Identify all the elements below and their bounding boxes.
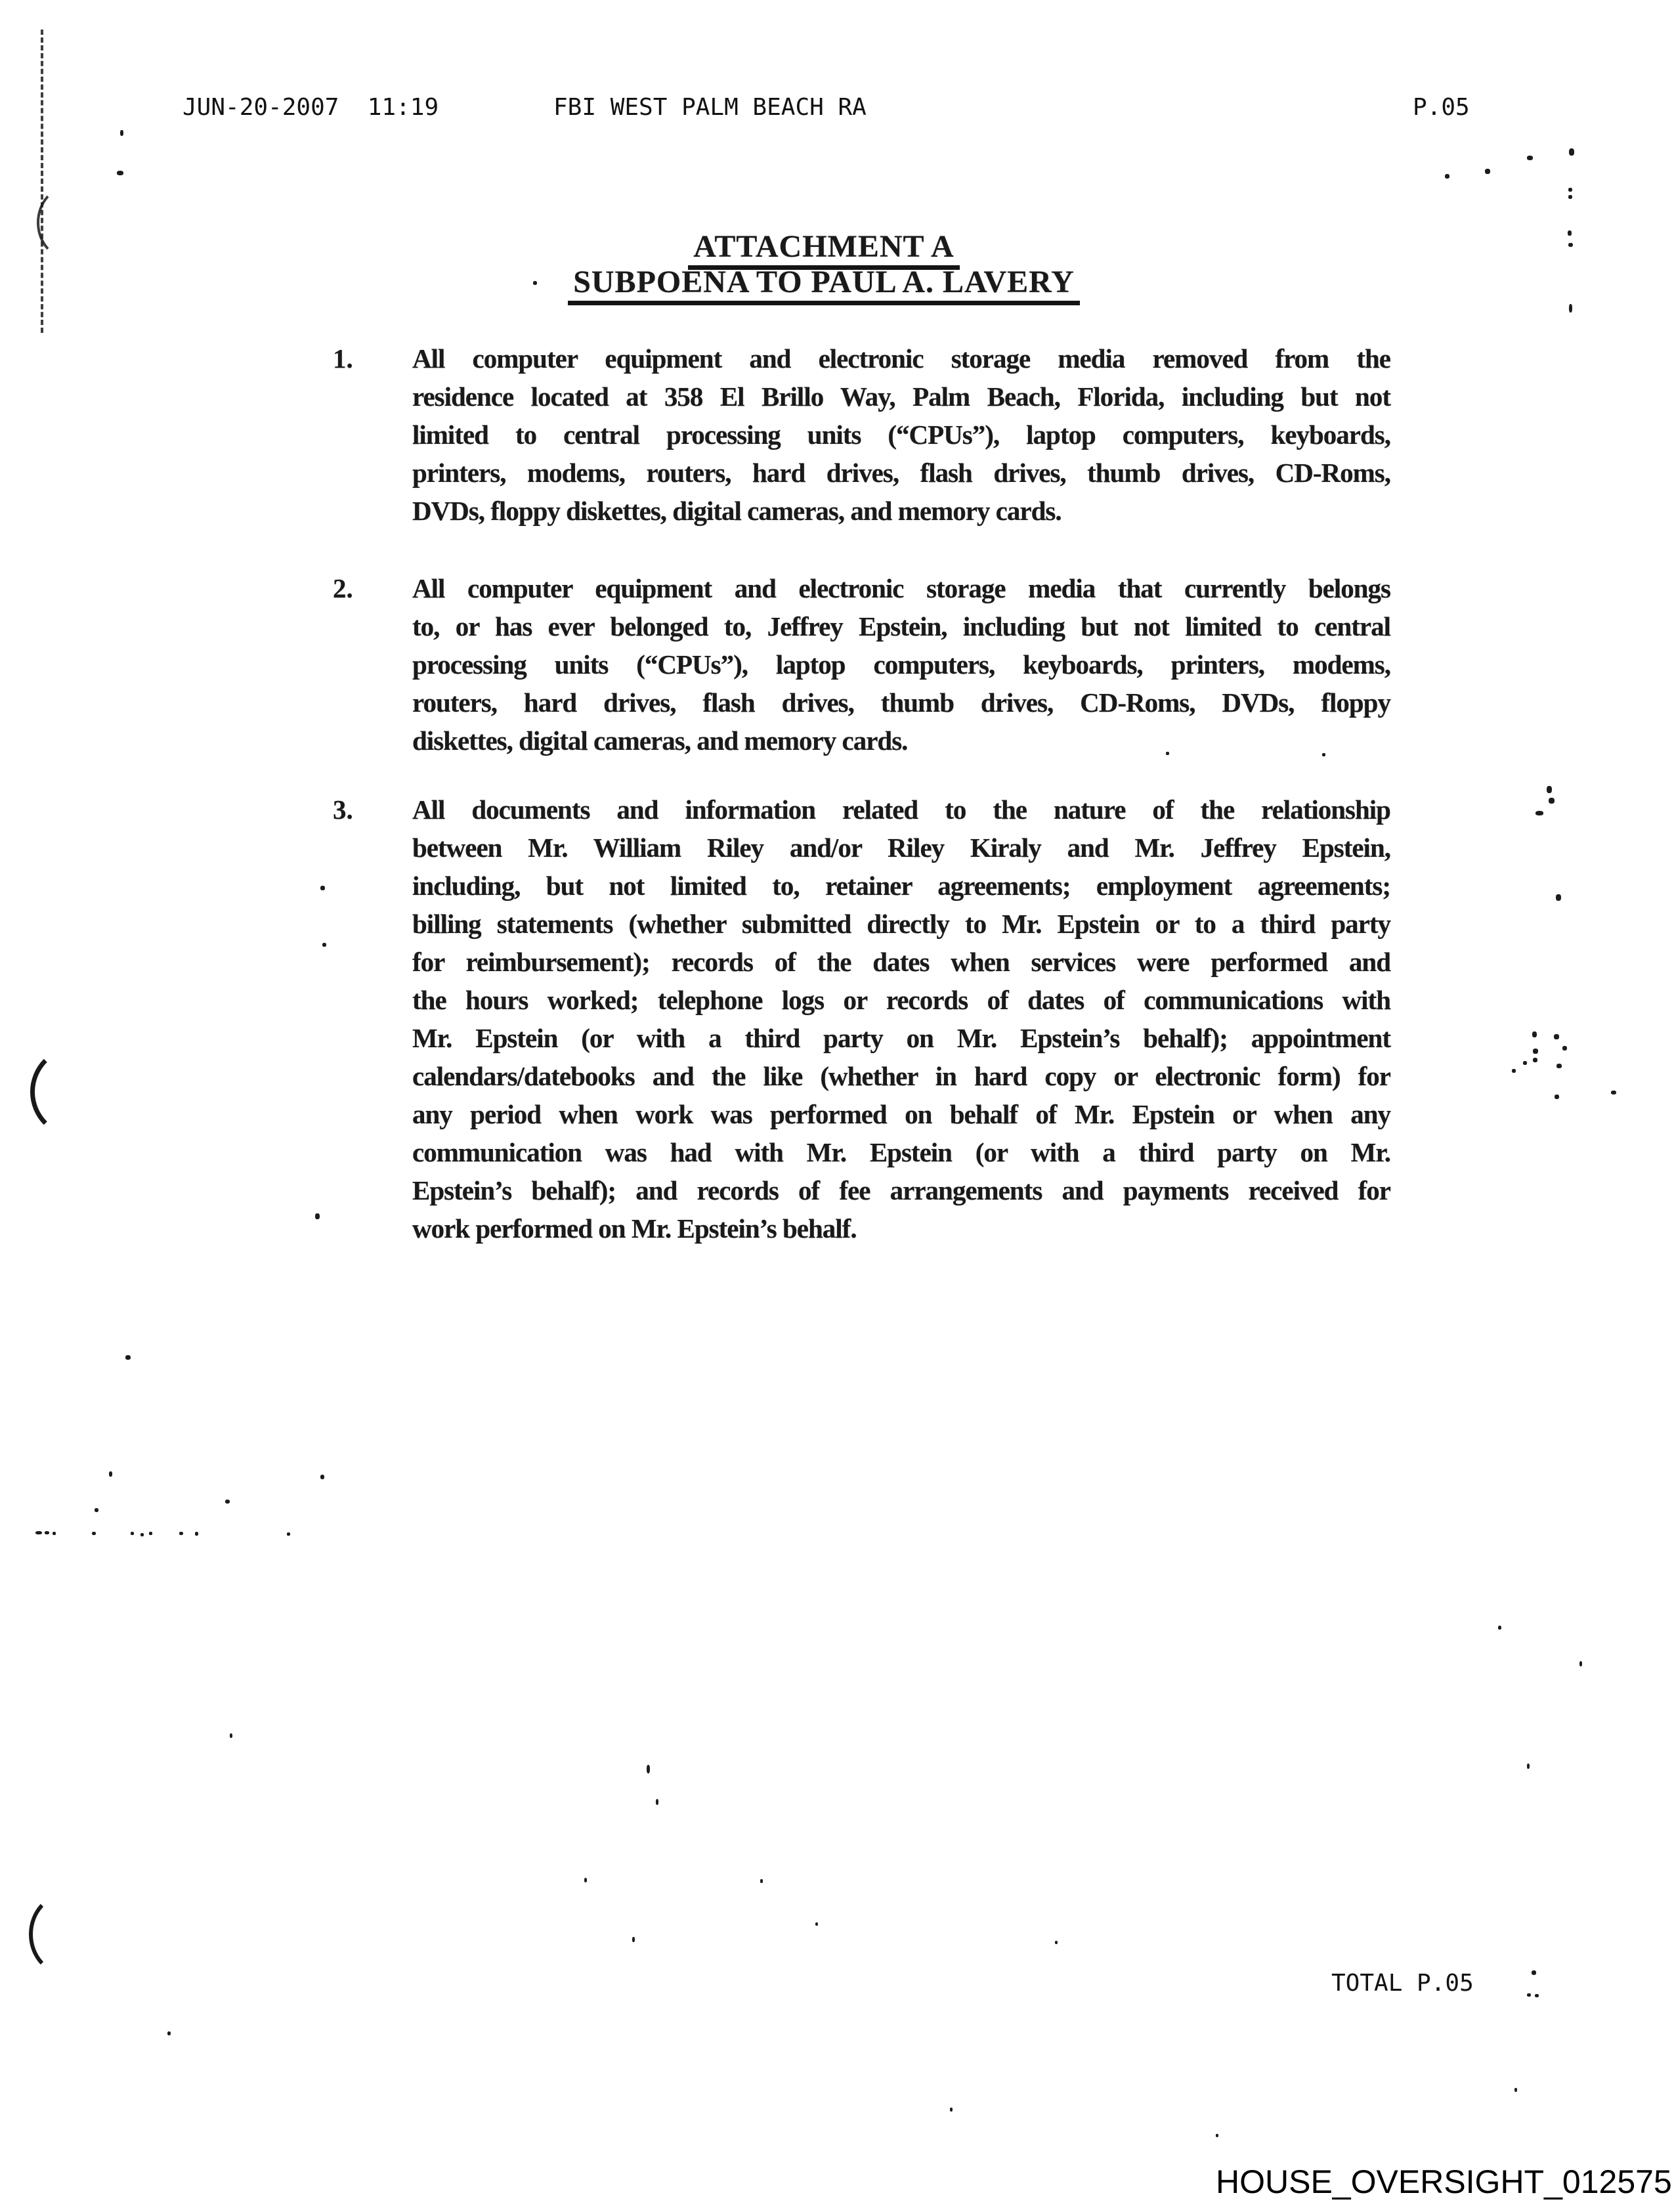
attachment-heading-row bbox=[345, 230, 1303, 265]
scan-speckle bbox=[53, 1532, 56, 1535]
punch-hole-arc-top bbox=[37, 185, 102, 260]
scan-speckle bbox=[1556, 1064, 1562, 1068]
document-title bbox=[345, 230, 1303, 301]
scan-speckle bbox=[1562, 1046, 1567, 1051]
document-line: All computer equipment and electronic storage media removed from the bbox=[412, 343, 1390, 374]
scan-speckle bbox=[95, 1508, 98, 1512]
document-line: including, but not limited to, retainer agreements; employment agreements; bbox=[412, 871, 1390, 901]
scan-speckle bbox=[1554, 1034, 1559, 1039]
scan-artifact-dashed-line bbox=[41, 30, 43, 333]
scan-speckle bbox=[632, 1937, 635, 1942]
scan-speckle bbox=[179, 1532, 183, 1535]
scan-speckle bbox=[131, 1532, 134, 1535]
bates-stamp: HOUSE_OVERSIGHT_012575 bbox=[1216, 2163, 1672, 2200]
scan-speckle bbox=[315, 1213, 320, 1219]
document-line: Epstein’s behalf); and records of fee arrangements and payments received for bbox=[412, 1175, 1390, 1205]
document-line: any period when work was performed on behalf of Mr. Epstein or when any bbox=[412, 1099, 1390, 1129]
scan-speckle bbox=[35, 1531, 42, 1534]
fax-station-id: FBI WEST PALM BEACH RA bbox=[553, 94, 867, 121]
scan-speckle bbox=[1527, 1764, 1530, 1769]
scan-speckle bbox=[1569, 304, 1572, 313]
scan-speckle bbox=[320, 1475, 324, 1479]
scan-speckle bbox=[120, 130, 123, 136]
scan-speckle bbox=[1322, 753, 1325, 756]
scan-speckle bbox=[1216, 2134, 1218, 2137]
document-line: processing units (“CPUs”), laptop computers, keyboards, printers, modems, bbox=[412, 649, 1390, 680]
subpoena-item-2 bbox=[333, 569, 1390, 760]
paragraph-text bbox=[412, 569, 1390, 760]
fax-page-number: P.05 bbox=[1413, 94, 1470, 121]
paragraph-number: 1. bbox=[333, 343, 353, 374]
document-line: printers, modems, routers, hard drives, flash drives, thumb drives, CD-Roms, bbox=[412, 458, 1390, 488]
scan-speckle bbox=[230, 1733, 232, 1738]
subpoena-heading: SUBPOENA TO PAUL A. LAVERY bbox=[568, 265, 1080, 305]
scan-speckle bbox=[1556, 894, 1561, 901]
scan-speckle bbox=[117, 171, 123, 175]
scan-speckle bbox=[1568, 230, 1572, 236]
scan-speckle bbox=[225, 1500, 230, 1504]
document-line: calendars/datebooks and the like (whether in hard copy or electronic form) for bbox=[412, 1061, 1390, 1091]
fax-timestamp: JUN-20-2007 11:19 bbox=[182, 94, 439, 121]
attachment-heading: ATTACHMENT A bbox=[688, 230, 959, 270]
scan-speckle bbox=[1055, 1941, 1058, 1944]
scan-speckle bbox=[1532, 1970, 1536, 1975]
scan-speckle bbox=[1568, 195, 1572, 199]
document-line: residence located at 358 El Brillo Way, Palm Beach, Florida, including but not bbox=[412, 381, 1390, 412]
scan-speckle bbox=[320, 886, 325, 890]
scan-speckle bbox=[1527, 156, 1533, 160]
scan-speckle bbox=[92, 1532, 96, 1535]
scan-speckle bbox=[287, 1532, 290, 1536]
paragraph-text bbox=[412, 791, 1390, 1247]
paragraph-number: 2. bbox=[333, 573, 353, 603]
document-line: All computer equipment and electronic storage media that currently belongs bbox=[412, 573, 1390, 603]
document-line: between Mr. William Riley and/or Riley Kiraly and Mr. Jeffrey Epstein, bbox=[412, 833, 1390, 863]
document-line: work performed on Mr. Epstein’s behalf. bbox=[412, 1213, 857, 1244]
scan-speckle bbox=[322, 943, 326, 947]
document-line: billing statements (whether submitted directly to Mr. Epstein or to a third party bbox=[412, 909, 1390, 939]
scan-speckle bbox=[1535, 1994, 1539, 1997]
scan-speckle bbox=[1527, 1993, 1531, 1997]
document-line: to, or has ever belonged to, Jeffrey Epstein, including but not limited to central bbox=[412, 611, 1390, 641]
scan-speckle bbox=[815, 1922, 818, 1926]
scan-speckle bbox=[1549, 798, 1555, 804]
scan-speckle bbox=[1533, 1049, 1538, 1054]
scan-speckle bbox=[167, 2031, 171, 2035]
scan-speckle bbox=[109, 1471, 112, 1477]
scan-speckle bbox=[1498, 1626, 1501, 1630]
scan-speckle bbox=[1569, 148, 1574, 156]
scan-speckle bbox=[1533, 1058, 1537, 1062]
subpoena-heading-row bbox=[345, 265, 1303, 301]
document-line: All documents and information related to the nature of the relationship bbox=[412, 794, 1390, 825]
scan-speckle bbox=[1485, 169, 1490, 174]
scan-speckle bbox=[1547, 786, 1552, 793]
scan-speckle bbox=[1568, 243, 1573, 247]
punch-hole-arc-bottom bbox=[29, 1892, 105, 1976]
scan-speckle bbox=[1535, 811, 1543, 815]
document-line: communication was had with Mr. Epstein (or with a third party on Mr. bbox=[412, 1137, 1390, 1167]
scan-speckle bbox=[45, 1531, 49, 1534]
subpoena-item-1 bbox=[333, 339, 1390, 530]
scan-speckle bbox=[656, 1799, 658, 1805]
document-line: limited to central processing units (“CPUs”), laptop computers, keyboards, bbox=[412, 420, 1390, 450]
paragraph-text bbox=[412, 339, 1390, 530]
punch-hole-arc-middle bbox=[30, 1045, 123, 1139]
subpoena-item-3 bbox=[333, 791, 1390, 1247]
scan-speckle bbox=[1512, 1069, 1516, 1073]
scan-speckle bbox=[149, 1532, 152, 1535]
document-line: diskettes, digital cameras, and memory cards. bbox=[412, 726, 908, 756]
document-line: Mr. Epstein (or with a third party on Mr. Epstein’s behalf); appointment bbox=[412, 1023, 1390, 1053]
scan-speckle bbox=[1514, 2088, 1517, 2092]
scan-speckle bbox=[647, 1765, 650, 1773]
document-line: routers, hard drives, flash drives, thumb drives, CD-Roms, DVDs, floppy bbox=[412, 687, 1390, 718]
scan-speckle bbox=[1579, 1661, 1582, 1666]
scan-speckle bbox=[1166, 752, 1169, 755]
document-line: DVDs, floppy diskettes, digital cameras, and memory cards. bbox=[412, 496, 1062, 526]
scan-speckle bbox=[584, 1878, 587, 1882]
paragraph-number: 3. bbox=[333, 794, 353, 825]
scan-speckle bbox=[1555, 1095, 1559, 1099]
scan-speckle bbox=[140, 1533, 144, 1536]
document-line: for reimbursement); records of the dates when services were performed and bbox=[412, 947, 1390, 977]
fax-total-pages: TOTAL P.05 bbox=[1331, 1970, 1474, 1997]
scan-speckle bbox=[195, 1532, 198, 1536]
scan-speckle bbox=[1611, 1091, 1616, 1095]
scan-speckle bbox=[760, 1879, 763, 1883]
scan-speckle bbox=[533, 281, 537, 285]
scan-speckle bbox=[1568, 188, 1572, 192]
scan-speckle bbox=[125, 1355, 131, 1360]
scan-speckle bbox=[1532, 1031, 1537, 1037]
scan-speckle bbox=[1523, 1061, 1527, 1065]
scan-speckle bbox=[1445, 174, 1449, 179]
document-line: the hours worked; telephone logs or records of dates of communications with bbox=[412, 985, 1390, 1015]
scan-speckle bbox=[950, 2108, 953, 2112]
